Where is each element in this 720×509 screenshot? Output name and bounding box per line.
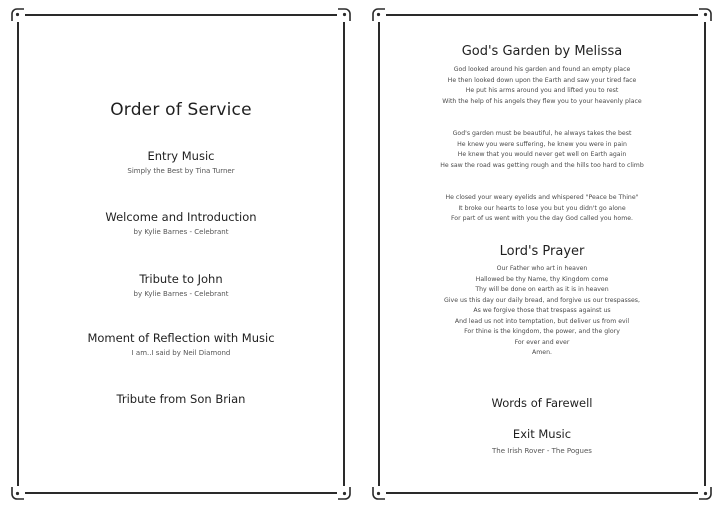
poem-line: He put his arms around you and lifted you to rest	[465, 87, 619, 94]
section-tribute-john	[19, 272, 343, 298]
corner-ornament-icon	[337, 8, 351, 22]
section-exit-music	[380, 427, 704, 455]
section-welcome	[19, 210, 343, 236]
prayer-line: Our Father who art in heaven	[496, 265, 588, 272]
prayer-title: Lord's Prayer	[499, 244, 585, 259]
poem-stanza	[380, 129, 704, 171]
section-subtitle: I am..I said by Neil Diamond	[131, 349, 231, 357]
prayer-line: And lead us not into temptation, but deliver us from evil	[454, 317, 630, 325]
corner-ornament-icon	[698, 486, 712, 500]
section-tribute-brian	[19, 392, 343, 406]
section-subtitle: The Irish Rover - The Pogues	[492, 447, 592, 455]
poem-line: He then looked down upon the Earth and saw your tired face	[447, 76, 637, 84]
section-title: Welcome and Introduction	[105, 210, 257, 224]
poem-stanza	[380, 193, 704, 225]
section-subtitle: Simply the Best by Tina Turner	[127, 167, 235, 175]
section-entry-music	[19, 149, 343, 175]
prayer-line: For thine is the kingdom, the power, and the glory	[464, 328, 620, 335]
corner-ornament-icon	[11, 486, 25, 500]
poem-line: God looked around his garden and found an empty place	[453, 66, 631, 73]
prayer-text	[380, 264, 704, 359]
prayer-line: As we forgive those that trespass against us	[473, 307, 611, 314]
section-title: Entry Music	[147, 149, 215, 163]
section-title: Tribute from Son Brian	[116, 392, 246, 406]
prayer-line: Give us this day our daily bread, and forgive us our trespasses,	[444, 296, 640, 304]
poem-line: With the help of his angels they flew you to your heavenly place	[442, 97, 642, 105]
prayer-line: Hallowed be thy Name, thy Kingdom come	[475, 275, 609, 283]
corner-ornament-icon	[372, 486, 386, 500]
right-page	[378, 14, 706, 494]
section-reflection	[19, 331, 343, 357]
poem-stanza	[380, 65, 704, 107]
section-subtitle: by Kylie Barnes - Celebrant	[133, 290, 229, 298]
order-of-service-title: Order of Service	[110, 100, 252, 120]
section-subtitle: by Kylie Barnes - Celebrant	[133, 228, 229, 236]
section-title: Exit Music	[512, 427, 572, 441]
left-page	[17, 14, 345, 494]
poem-line: He saw the road was getting rough and the hills too hard to climb	[440, 161, 644, 169]
corner-ornament-icon	[698, 8, 712, 22]
poem-line: He closed your weary eyelids and whispered "Peace be Thine"	[445, 194, 639, 201]
poem-line: It broke our hearts to lose you but you didn't go alone	[458, 204, 626, 212]
poem-line: God's garden must be beautiful, he always takes the best	[452, 130, 632, 137]
poem-line: For part of us went with you the day God called you home.	[450, 215, 634, 222]
poem-line: He knew that you would never get well on Earth again	[457, 151, 627, 158]
corner-ornament-icon	[11, 8, 25, 22]
poem-line: He knew you were suffering, he knew you were in pain	[457, 140, 627, 148]
corner-ornament-icon	[337, 486, 351, 500]
corner-ornament-icon	[372, 8, 386, 22]
farewell-title: Words of Farewell	[491, 396, 593, 410]
prayer-line: For ever and ever	[514, 338, 570, 346]
prayer-line: Thy will be done on earth as it is in heaven	[475, 286, 609, 293]
section-title: Tribute to John	[139, 272, 223, 286]
prayer-line: Amen.	[532, 349, 552, 356]
section-title: Moment of Reflection with Music	[87, 331, 275, 345]
poem-title: God's Garden by Melissa	[461, 44, 623, 59]
